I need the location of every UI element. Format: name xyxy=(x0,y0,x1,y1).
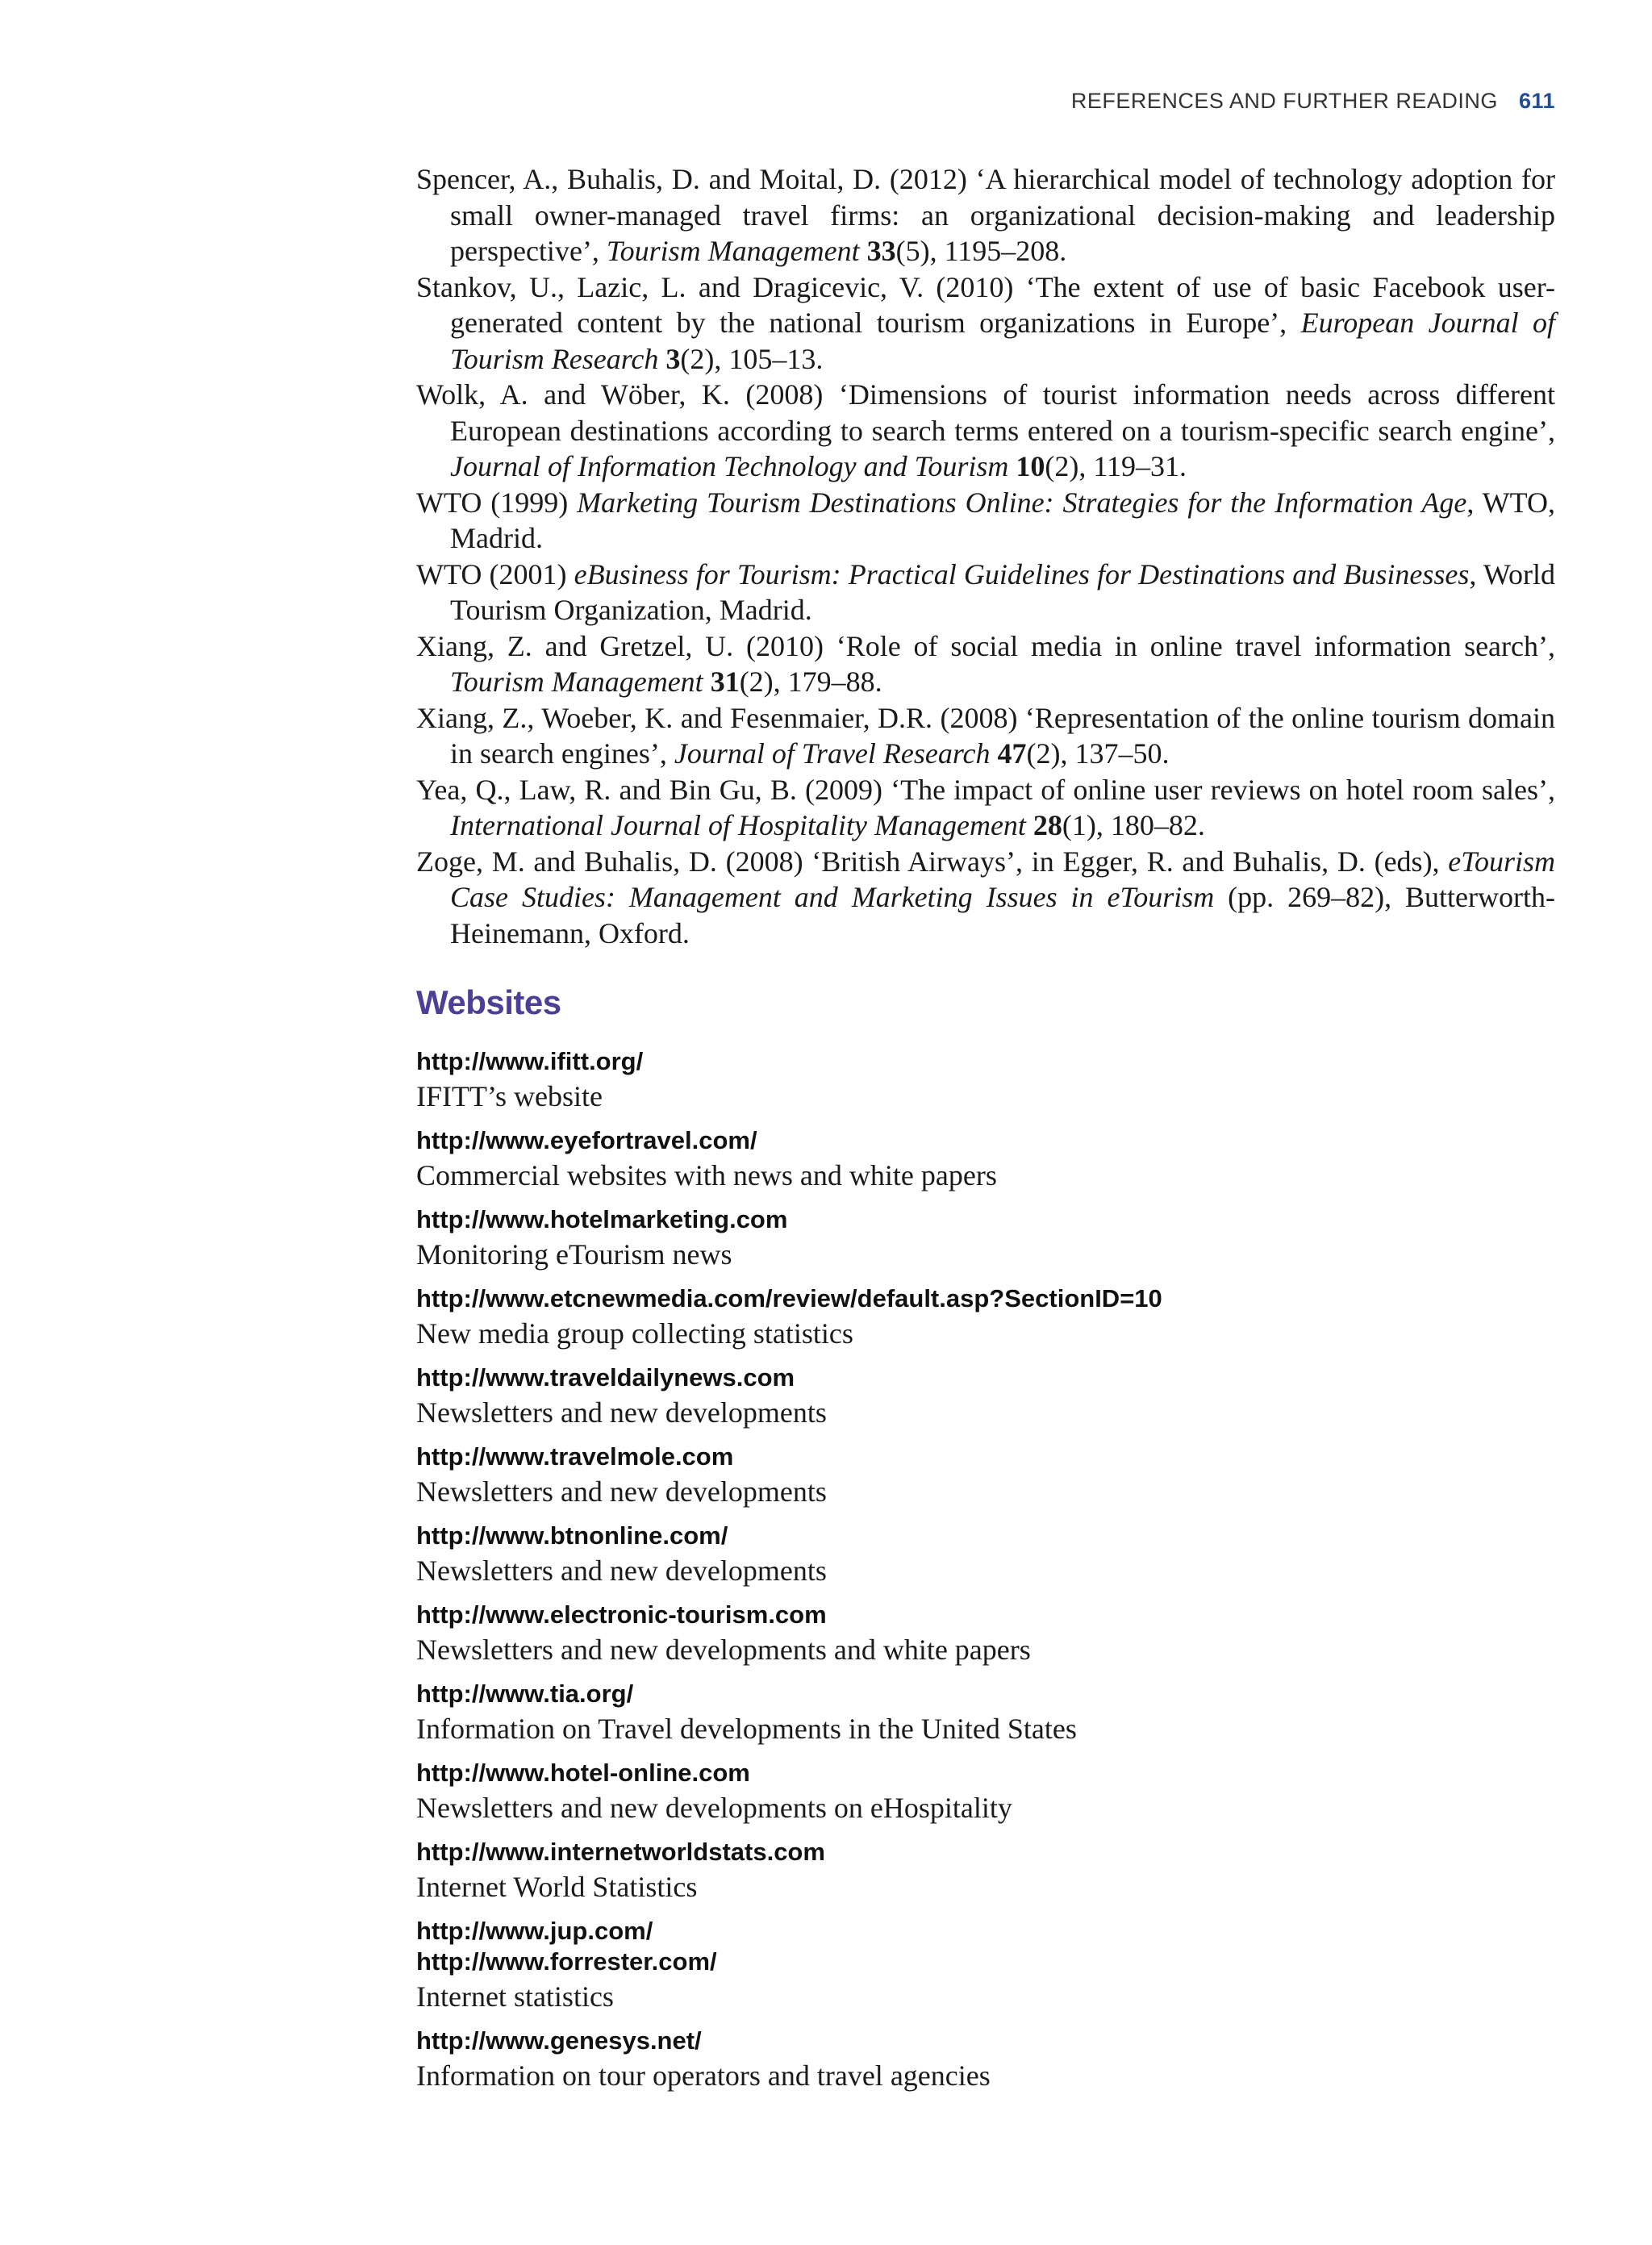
reference-text xyxy=(1026,809,1033,841)
reference-text: (1), 180–82. xyxy=(1062,809,1205,841)
website-description: Information on tour operators and travel agencies xyxy=(416,2059,991,2092)
reference-text: Wolk, A. and Wöber, K. (2008) ‘Dimensions of tourist information needs across different European destinations according to search terms entered on a tourism-specific search engine’, xyxy=(416,378,1555,447)
reference-title: Journal of Travel Research xyxy=(674,737,991,770)
website-url-link[interactable]: http://www.internetworldstats.com xyxy=(416,1838,825,1866)
reference-title: eTourism Case Studies: Management and Marketing Issues in eTourism xyxy=(450,845,1555,913)
reference-title: Tourism Management xyxy=(450,666,703,698)
reference-text: , World Tourism Organization, Madrid. xyxy=(450,557,1556,626)
website-url-link[interactable]: http://www.forrester.com/ xyxy=(416,1947,717,1976)
reference-text: (2), 119–31. xyxy=(1045,450,1187,482)
reference-entry xyxy=(416,844,1555,952)
website-entry xyxy=(416,1600,1555,1669)
reference-title: Tourism Management xyxy=(606,235,860,267)
reference-volume: 47 xyxy=(997,737,1027,770)
website-url-link[interactable]: http://www.traveldailynews.com xyxy=(416,1363,795,1392)
reference-text: WTO (1999) xyxy=(416,486,578,519)
reference-volume: 10 xyxy=(1016,450,1045,482)
reference-volume: 33 xyxy=(866,235,896,267)
reference-list xyxy=(416,161,1555,951)
website-description: Newsletters and new developments xyxy=(416,1396,827,1429)
website-url-link[interactable]: http://www.tia.org/ xyxy=(416,1680,634,1708)
reference-title: Journal of Information Technology and Tourism xyxy=(450,450,1009,482)
reference-text: Yea, Q., Law, R. and Bin Gu, B. (2009) ‘The impact of online user reviews on hotel room sales’, xyxy=(416,773,1555,806)
reference-title: European Journal of Tourism Research xyxy=(450,307,1555,375)
reference-text xyxy=(991,737,998,770)
reference-text: (pp. 269–82), Butterworth-Heinemann, Oxford. xyxy=(450,881,1555,949)
website-description: Newsletters and new developments on eHospitality xyxy=(416,1792,1012,1824)
website-url-link[interactable]: http://www.genesys.net/ xyxy=(416,2026,702,2055)
website-entry xyxy=(416,1916,1555,2016)
website-url-link[interactable]: http://www.electronic-tourism.com xyxy=(416,1600,827,1629)
website-description: Commercial websites with news and white papers xyxy=(416,1159,997,1191)
website-entry xyxy=(416,1204,1555,1274)
reference-entry xyxy=(416,628,1555,700)
reference-entry xyxy=(416,269,1555,378)
website-url-link[interactable]: http://www.ifitt.org/ xyxy=(416,1047,644,1075)
reference-entry xyxy=(416,700,1555,772)
reference-text: Zoge, M. and Buhalis, D. (2008) ‘British Airways’, in Egger, R. and Buhalis, D. (eds), xyxy=(416,845,1449,878)
website-entry xyxy=(416,1758,1555,1827)
reference-volume: 3 xyxy=(665,342,681,375)
website-url-link[interactable]: http://www.hotelmarketing.com xyxy=(416,1205,788,1233)
website-url-link[interactable]: http://www.eyefortravel.com/ xyxy=(416,1126,757,1154)
websites-heading: Websites xyxy=(416,983,561,1021)
website-description: Information on Travel developments in the United States xyxy=(416,1713,1077,1745)
website-entry xyxy=(416,1837,1555,1906)
reference-text: WTO (2001) xyxy=(416,557,574,590)
reference-volume: 31 xyxy=(710,666,740,698)
website-entry xyxy=(416,2026,1555,2095)
reference-text: Xiang, Z. and Gretzel, U. (2010) ‘Role of social media in online travel information search’, xyxy=(416,629,1555,662)
reference-volume: 28 xyxy=(1032,809,1062,841)
reference-text xyxy=(658,343,665,375)
website-url-link[interactable]: http://www.jup.com/ xyxy=(416,1917,653,1945)
website-entry xyxy=(416,1442,1555,1511)
website-entry xyxy=(416,1362,1555,1432)
reference-entry xyxy=(416,557,1555,628)
website-description: Internet statistics xyxy=(416,1980,614,2013)
website-entry xyxy=(416,1283,1555,1353)
running-title: REFERENCES AND FURTHER READING xyxy=(1070,89,1498,113)
website-description: Internet World Statistics xyxy=(416,1871,698,1903)
reference-entry xyxy=(416,485,1555,557)
reference-text: (2), 137–50. xyxy=(1026,737,1170,770)
running-head xyxy=(1071,89,1555,114)
website-url-link[interactable]: http://www.hotel-online.com xyxy=(416,1759,750,1787)
website-description: New media group collecting statistics xyxy=(416,1317,853,1350)
reference-text: Xiang, Z., Woeber, K. and Fesenmaier, D.R. (2008) ‘Representation of the online tourism domain in search engines’, xyxy=(416,701,1555,770)
reference-text: , WTO, Madrid. xyxy=(450,486,1555,554)
reference-text: Stankov, U., Lazic, L. and Dragicevic, V. (2010) ‘The extent of use of basic Facebook user-generated content by the national tourism organizations in Europe’, xyxy=(416,270,1555,339)
reference-title: International Journal of Hospitality Management xyxy=(450,809,1026,841)
website-description: Newsletters and new developments xyxy=(416,1554,827,1587)
reference-entry xyxy=(416,772,1555,844)
reference-text: Spencer, A., Buhalis, D. and Moital, D. (2012) ‘A hierarchical model of technology adoption for small owner-managed travel firms: an organizational decision-making and leadership perspective’, xyxy=(416,163,1555,267)
website-description: Newsletters and new developments xyxy=(416,1475,827,1508)
website-url-link[interactable]: http://www.etcnewmedia.com/review/default.asp?SectionID=10 xyxy=(416,1284,1162,1312)
reference-text: (2), 179–88. xyxy=(739,666,882,698)
website-entry xyxy=(416,1046,1555,1116)
website-list xyxy=(416,1046,1555,2095)
website-url-link[interactable]: http://www.btnonline.com/ xyxy=(416,1521,728,1550)
page-content xyxy=(416,161,1555,2105)
website-entry xyxy=(416,1679,1555,1748)
reference-text: (2), 105–13. xyxy=(680,342,824,375)
reference-title: Marketing Tourism Destinations Online: Strategies for the Information Age xyxy=(577,486,1467,519)
reference-text xyxy=(703,666,711,698)
website-entry xyxy=(416,1125,1555,1195)
website-url-link[interactable]: http://www.travelmole.com xyxy=(416,1442,734,1471)
page-number: 611 xyxy=(1518,89,1555,113)
reference-entry xyxy=(416,161,1555,269)
reference-entry xyxy=(416,377,1555,485)
website-description: Monitoring eTourism news xyxy=(416,1238,732,1271)
website-entry xyxy=(416,1521,1555,1590)
website-description: Newsletters and new developments and white papers xyxy=(416,1634,1031,1666)
reference-text: (5), 1195–208. xyxy=(895,235,1067,267)
reference-text xyxy=(860,235,867,267)
website-description: IFITT’s website xyxy=(416,1080,603,1112)
reference-title: eBusiness for Tourism: Practical Guidelines for Destinations and Businesses xyxy=(574,557,1470,590)
